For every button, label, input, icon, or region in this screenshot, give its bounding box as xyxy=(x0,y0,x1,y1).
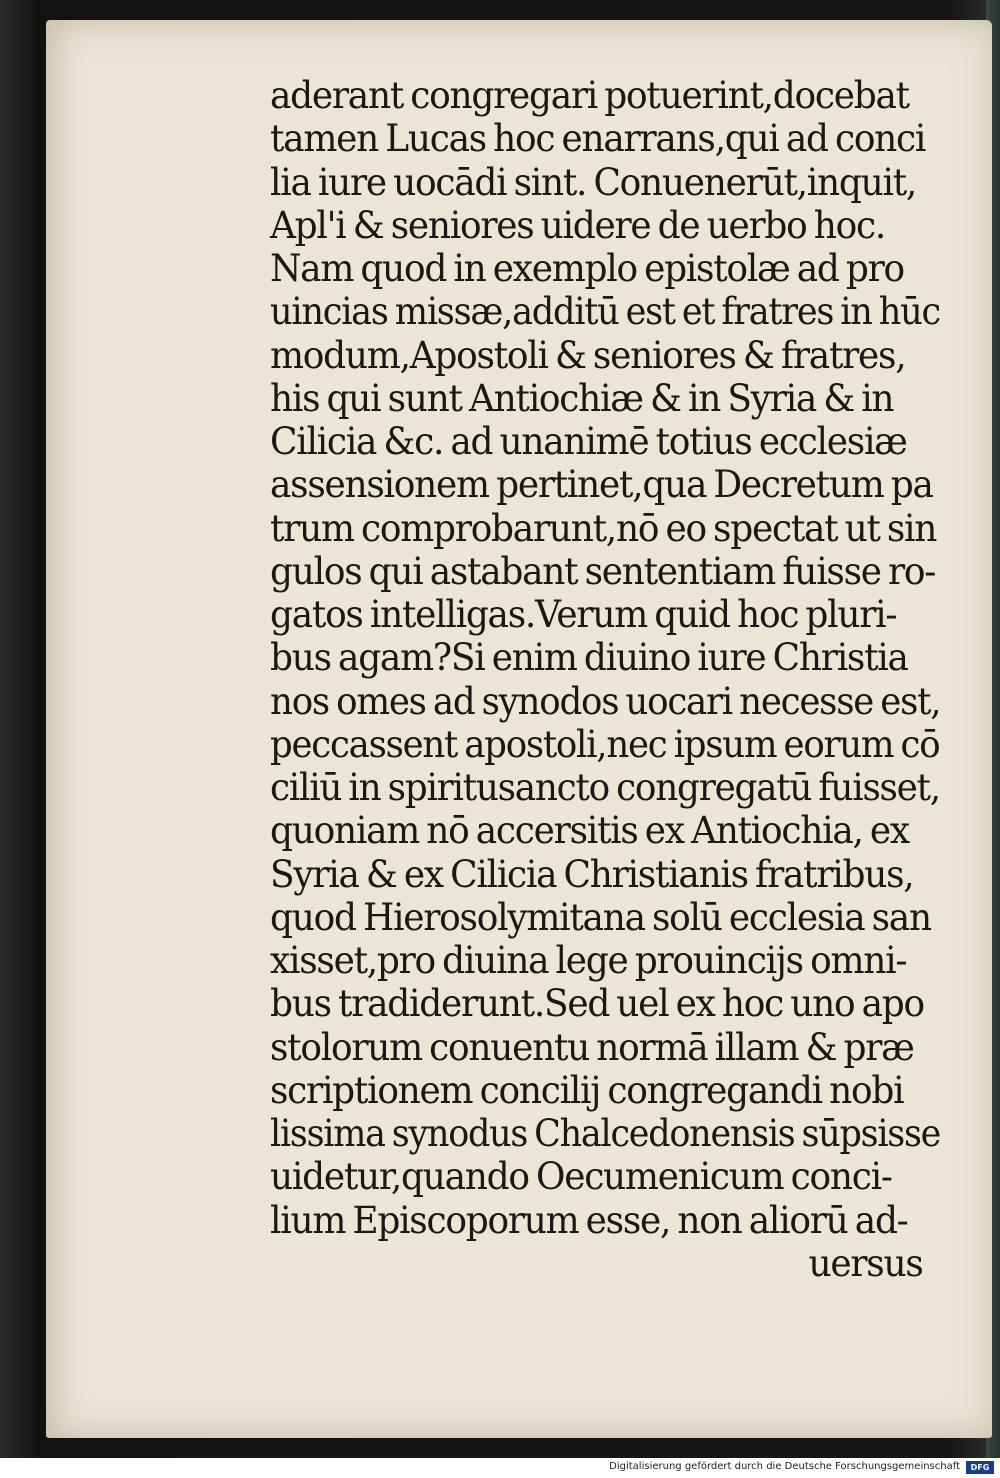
text-line: tamen Lucas hoc enarrans,qui ad conci xyxy=(270,117,926,161)
text-line: lissima synodus Chalcedonensis sūpsisse xyxy=(270,1112,941,1155)
text-line: Apl'i & seniores uidere de uerbo hoc. xyxy=(270,203,886,247)
text-line: quoniam nō accersitis ex Antiochia, ex xyxy=(270,809,909,853)
text-line: gatos intelligas.Verum quid hoc pluri- xyxy=(270,593,897,636)
text-line: his qui sunt Antiochiæ & in Syria & in xyxy=(270,376,894,420)
text-line: bus agam?Si enim diuino iure Christia xyxy=(270,636,908,680)
text-line: assensionem pertinet,qua Decretum pa xyxy=(270,463,933,507)
dfg-logo: DFG xyxy=(966,1461,994,1474)
text-line: modum,Apostoli & seniores & fratres, xyxy=(270,333,906,377)
text-line: peccassent apostoli,nec ipsum eorum cō xyxy=(270,722,940,766)
text-line: bus tradiderunt.Sed uel ex hoc uno apo xyxy=(270,982,924,1026)
footer-credit: Digitalisierung gefördert durch die Deutsche Forschungsgemeinschaft xyxy=(609,1461,960,1472)
catchword: uersus xyxy=(808,1241,923,1285)
text-line: stolorum conuentu normā illam & præ xyxy=(270,1025,914,1069)
text-line: quod Hierosolymitana solū ecclesia san xyxy=(270,895,931,939)
text-line: uincias missæ,additū est et fratres in hūc xyxy=(270,290,940,334)
text-line: Cilicia &c. ad unanimē totius ecclesiæ xyxy=(270,420,907,463)
text-line: uidetur,quando Oecumenicum conci- xyxy=(270,1155,892,1199)
text-line: nos omes ad synodos uocari necesse est, xyxy=(270,679,941,723)
digitization-footer xyxy=(0,1458,1000,1478)
text-line: xisset,pro diuina lege prouincijs omni- xyxy=(270,939,907,982)
text-line: ciliū in spiritusancto congregatū fuisset, xyxy=(270,766,940,809)
text-line: gulos qui astabant sententiam fuisse ro- xyxy=(270,549,936,593)
text-line: Syria & ex Cilicia Christianis fratribus, xyxy=(270,852,914,896)
text-line: lium Episcoporum esse, non aliorū ad- xyxy=(270,1198,908,1242)
text-line: lia iure uocādi sint. Conuenerūt,inquit, xyxy=(270,160,917,204)
page-text-block xyxy=(270,74,960,1285)
text-line: Nam quod in exemplo epistolæ ad pro xyxy=(270,247,904,290)
text-line: trum comprobarunt,nō eo spectat ut sin xyxy=(270,506,937,550)
text-line: scriptionem concilij congregandi nobi xyxy=(270,1068,904,1112)
text-line: aderant congregari potuerint,docebat xyxy=(270,74,909,117)
